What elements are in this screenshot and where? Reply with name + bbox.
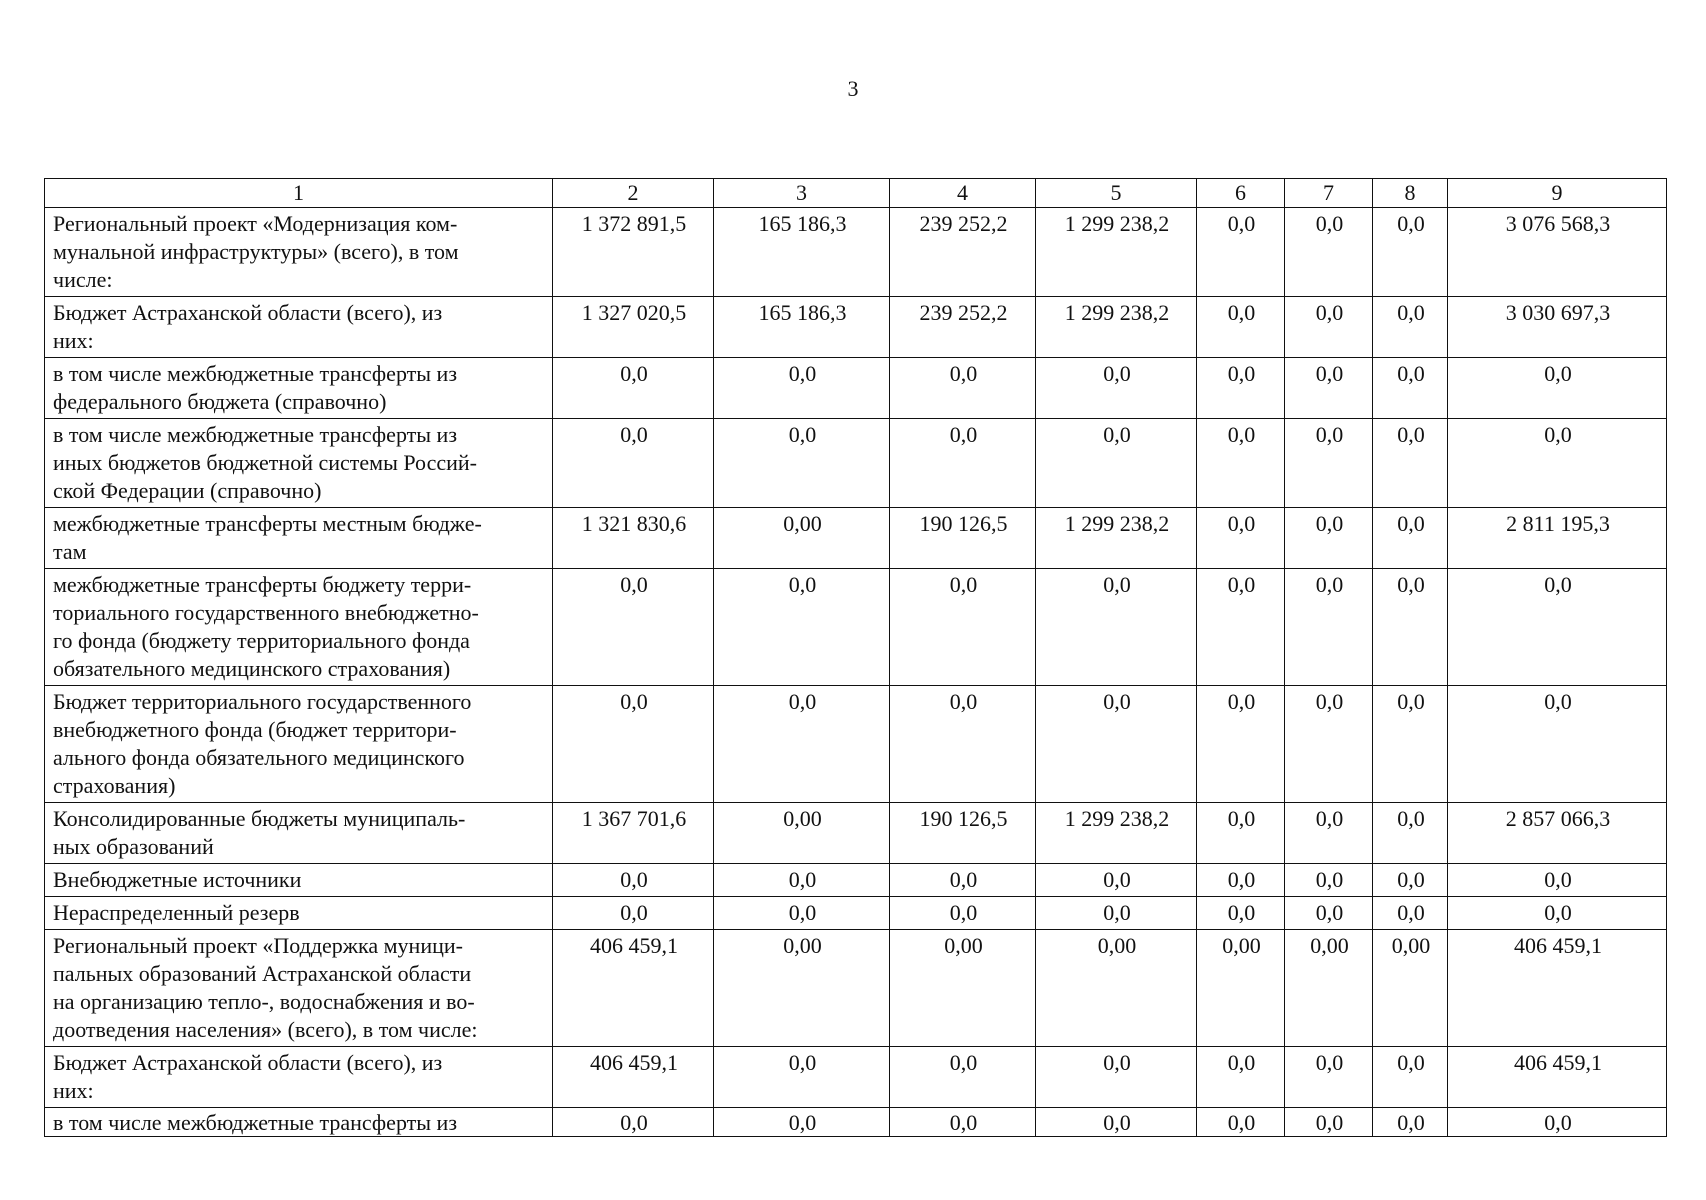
value-cell-col-7: 0,0 [1285,1108,1373,1137]
value-cell-col-9: 2 857 066,3 [1448,803,1667,864]
value-cell-col-2: 0,0 [553,864,714,897]
value-cell-col-2: 0,0 [553,358,714,419]
value-cell-col-7: 0,0 [1285,419,1373,508]
value-cell-col-6: 0,0 [1197,297,1285,358]
value-cell-col-4: 0,0 [890,864,1036,897]
value-cell-col-4: 190 126,5 [890,508,1036,569]
value-cell-col-8: 0,0 [1373,864,1448,897]
value-cell-col-3: 0,00 [714,930,890,1047]
value-cell-col-3: 0,00 [714,803,890,864]
value-cell-col-7: 0,0 [1285,569,1373,686]
value-cell-col-2: 1 321 830,6 [553,508,714,569]
value-cell-col-4: 0,0 [890,1047,1036,1108]
table-row [45,569,1667,686]
page-number: 3 [847,76,859,101]
value-cell-col-2: 0,0 [553,419,714,508]
column-header-5: 5 [1036,179,1197,208]
value-cell-col-2: 1 372 891,5 [553,208,714,297]
value-cell-col-4: 0,0 [890,1108,1036,1137]
value-cell-col-7: 0,0 [1285,864,1373,897]
value-cell-col-7: 0,0 [1285,208,1373,297]
value-cell-col-3: 0,0 [714,1047,890,1108]
value-cell-col-6: 0,00 [1197,930,1285,1047]
value-cell-col-2: 0,0 [553,569,714,686]
value-cell-col-7: 0,00 [1285,930,1373,1047]
value-cell-col-9: 0,0 [1448,358,1667,419]
row-label: Региональный проект «Модернизация ком- мунальной инфраструктуры» (всего), в том числе: [45,208,553,297]
value-cell-col-8: 0,0 [1373,1108,1448,1137]
value-cell-col-9: 0,0 [1448,686,1667,803]
value-cell-col-8: 0,0 [1373,297,1448,358]
value-cell-col-7: 0,0 [1285,686,1373,803]
value-cell-col-7: 0,0 [1285,1047,1373,1108]
row-label: Внебюджетные источники [45,864,553,897]
value-cell-col-5: 0,00 [1036,930,1197,1047]
table-row [45,508,1667,569]
row-label: Нераспределенный резерв [45,897,553,930]
value-cell-col-6: 0,0 [1197,1108,1285,1137]
value-cell-col-4: 0,0 [890,419,1036,508]
value-cell-col-2: 1 367 701,6 [553,803,714,864]
row-label: Консолидированные бюджеты муниципаль- ных образований [45,803,553,864]
value-cell-col-5: 0,0 [1036,419,1197,508]
value-cell-col-3: 165 186,3 [714,208,890,297]
table-row [45,803,1667,864]
value-cell-col-7: 0,0 [1285,358,1373,419]
value-cell-col-4: 0,00 [890,930,1036,1047]
value-cell-col-6: 0,0 [1197,864,1285,897]
row-label: в том числе межбюджетные трансферты из иных бюджетов бюджетной системы Россий- ской Федерации (справочно) [45,419,553,508]
value-cell-col-9: 406 459,1 [1448,1047,1667,1108]
value-cell-col-8: 0,0 [1373,419,1448,508]
value-cell-col-4: 239 252,2 [890,208,1036,297]
value-cell-col-9: 0,0 [1448,864,1667,897]
row-label: Бюджет Астраханской области (всего), из них: [45,1047,553,1108]
table-row [45,358,1667,419]
value-cell-col-5: 0,0 [1036,686,1197,803]
column-header-9: 9 [1448,179,1667,208]
value-cell-col-6: 0,0 [1197,1047,1285,1108]
row-label: Бюджет территориального государственного внебюджетного фонда (бюджет территори- ального фонда обязательного медицинского страхования) [45,686,553,803]
value-cell-col-4: 190 126,5 [890,803,1036,864]
table-row [45,897,1667,930]
table-row [45,1047,1667,1108]
value-cell-col-9: 0,0 [1448,1108,1667,1137]
value-cell-col-5: 1 299 238,2 [1036,508,1197,569]
column-header-4: 4 [890,179,1036,208]
value-cell-col-8: 0,0 [1373,569,1448,686]
value-cell-col-4: 0,0 [890,897,1036,930]
row-label: в том числе межбюджетные трансферты из федерального бюджета (справочно) [45,358,553,419]
value-cell-col-5: 0,0 [1036,1047,1197,1108]
value-cell-col-4: 0,0 [890,569,1036,686]
value-cell-col-7: 0,0 [1285,508,1373,569]
value-cell-col-4: 0,0 [890,358,1036,419]
value-cell-col-6: 0,0 [1197,208,1285,297]
value-cell-col-9: 406 459,1 [1448,930,1667,1047]
row-label: Бюджет Астраханской области (всего), из них: [45,297,553,358]
value-cell-col-9: 2 811 195,3 [1448,508,1667,569]
column-header-1: 1 [45,179,553,208]
value-cell-col-5: 0,0 [1036,358,1197,419]
value-cell-col-9: 0,0 [1448,569,1667,686]
value-cell-col-8: 0,00 [1373,930,1448,1047]
value-cell-col-3: 0,0 [714,897,890,930]
value-cell-col-3: 0,0 [714,569,890,686]
column-header-8: 8 [1373,179,1448,208]
table-header-row [45,179,1667,208]
value-cell-col-6: 0,0 [1197,419,1285,508]
value-cell-col-2: 0,0 [553,897,714,930]
value-cell-col-4: 239 252,2 [890,297,1036,358]
value-cell-col-5: 1 299 238,2 [1036,803,1197,864]
value-cell-col-2: 406 459,1 [553,930,714,1047]
value-cell-col-5: 0,0 [1036,897,1197,930]
value-cell-col-3: 0,00 [714,508,890,569]
value-cell-col-5: 0,0 [1036,569,1197,686]
value-cell-col-5: 1 299 238,2 [1036,208,1197,297]
table-row [45,686,1667,803]
value-cell-col-7: 0,0 [1285,803,1373,864]
value-cell-col-2: 0,0 [553,686,714,803]
value-cell-col-8: 0,0 [1373,1047,1448,1108]
table-row [45,864,1667,897]
column-header-2: 2 [553,179,714,208]
value-cell-col-3: 0,0 [714,419,890,508]
row-label: межбюджетные трансферты местным бюдже- там [45,508,553,569]
value-cell-col-6: 0,0 [1197,897,1285,930]
value-cell-col-3: 0,0 [714,864,890,897]
value-cell-col-8: 0,0 [1373,208,1448,297]
value-cell-col-8: 0,0 [1373,686,1448,803]
value-cell-col-8: 0,0 [1373,508,1448,569]
value-cell-col-2: 1 327 020,5 [553,297,714,358]
table-row [45,297,1667,358]
value-cell-col-9: 0,0 [1448,897,1667,930]
budget-table [44,178,1667,1137]
value-cell-col-3: 0,0 [714,686,890,803]
table-row [45,208,1667,297]
value-cell-col-3: 0,0 [714,1108,890,1137]
value-cell-col-8: 0,0 [1373,358,1448,419]
table-body [45,208,1667,1137]
row-label: в том числе межбюджетные трансферты из [45,1108,553,1137]
table-row [45,1108,1667,1137]
value-cell-col-7: 0,0 [1285,297,1373,358]
value-cell-col-2: 0,0 [553,1108,714,1137]
value-cell-col-9: 3 076 568,3 [1448,208,1667,297]
value-cell-col-6: 0,0 [1197,508,1285,569]
value-cell-col-8: 0,0 [1373,803,1448,864]
column-header-7: 7 [1285,179,1373,208]
value-cell-col-7: 0,0 [1285,897,1373,930]
value-cell-col-4: 0,0 [890,686,1036,803]
value-cell-col-3: 0,0 [714,358,890,419]
column-header-3: 3 [714,179,890,208]
value-cell-col-5: 0,0 [1036,864,1197,897]
value-cell-col-8: 0,0 [1373,897,1448,930]
value-cell-col-9: 3 030 697,3 [1448,297,1667,358]
value-cell-col-3: 165 186,3 [714,297,890,358]
value-cell-col-5: 1 299 238,2 [1036,297,1197,358]
value-cell-col-6: 0,0 [1197,358,1285,419]
table-row [45,930,1667,1047]
value-cell-col-9: 0,0 [1448,419,1667,508]
value-cell-col-6: 0,0 [1197,569,1285,686]
value-cell-col-6: 0,0 [1197,686,1285,803]
value-cell-col-2: 406 459,1 [553,1047,714,1108]
value-cell-col-6: 0,0 [1197,803,1285,864]
row-label: Региональный проект «Поддержка муници- пальных образований Астраханской области на организацию тепло-, водоснабжения и во- доотведения населения» (всего), в том числе: [45,930,553,1047]
row-label: межбюджетные трансферты бюджету терри- ториального государственного внебюджетно- го фонда (бюджету территориального фонда обязательного медицинского страхования) [45,569,553,686]
table-row [45,419,1667,508]
column-header-6: 6 [1197,179,1285,208]
value-cell-col-5: 0,0 [1036,1108,1197,1137]
